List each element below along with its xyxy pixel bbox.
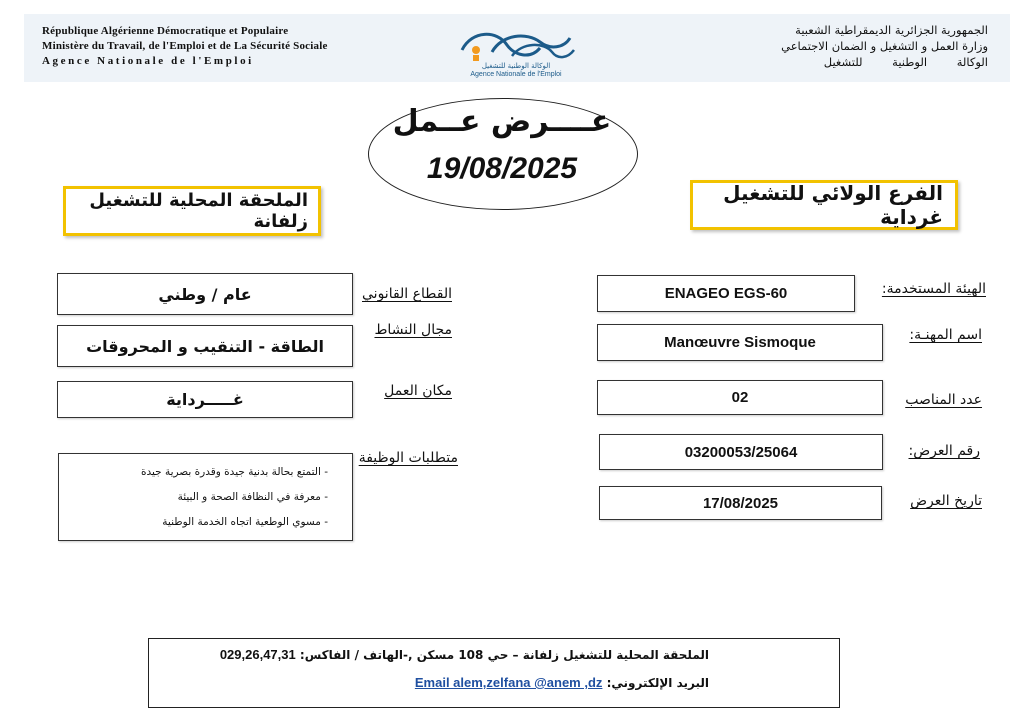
- footer-email-label: البريد الإلكتروني:: [606, 676, 709, 690]
- activity-value: الطاقة - التنقيب و المحروقات: [86, 336, 324, 356]
- local-agency-box: [63, 186, 321, 236]
- footer-address-line: [220, 647, 709, 662]
- requirements-box: [58, 453, 353, 541]
- branch-agency-box: [690, 180, 958, 230]
- requirement-item: - مسوي الوطعية اتجاه الخدمة الوطنية: [162, 516, 328, 528]
- job-label: اسم المهنـة:: [909, 327, 982, 343]
- offer-number-value-box: [599, 434, 883, 470]
- workplace-value: غـــــرداية: [166, 390, 244, 409]
- header-arabic: [588, 22, 988, 70]
- job-value: Manœuvre Sismoque: [664, 334, 816, 351]
- header-fr-ministry: Ministère du Travail, de l'Emploi et de La Sécurité Sociale: [42, 40, 328, 52]
- branch-agency-name: الفرع الولائي للتشغيل غرداية: [723, 181, 943, 229]
- activity-label: مجال النشاط: [374, 322, 452, 338]
- positions-value-box: [597, 380, 883, 415]
- offer-date-label: تاريخ العرض: [910, 493, 982, 509]
- offer-date-large: 19/08/2025: [426, 152, 578, 185]
- header-ar-agency: الوكالة الوطنية للتشغيل: [823, 55, 988, 69]
- header-fr-agency: Agence Nationale de l'Emploi: [42, 55, 254, 67]
- header-french: [42, 24, 422, 69]
- requirements-label: متطلبات الوظيفة: [358, 450, 458, 466]
- footer-address: الملحقة المحلية للتشغيل زلفانة – حي 108 مسكن ,-الهاتف / الفاكس:: [299, 648, 709, 662]
- sector-value-box: [57, 273, 353, 315]
- employer-value: ENAGEO EGS-60: [664, 285, 788, 302]
- local-agency-name: الملحقة المحلية للتشغيل زلفانة: [89, 190, 308, 232]
- offer-number-label: رقم العرض:: [908, 443, 980, 459]
- positions-value: 02: [731, 389, 749, 406]
- header-fr-republic: République Algérienne Démocratique et Populaire: [42, 25, 289, 37]
- logo-caption-ar: الوكالة الوطنية للتشغيل: [481, 62, 551, 70]
- job-value-box: [597, 324, 883, 361]
- sector-value: عام / وطني: [158, 284, 252, 304]
- footer-email-line: [415, 675, 709, 690]
- employer-label: الهيئة المستخدمة:: [881, 281, 986, 297]
- workplace-label: مكان العمل: [384, 383, 452, 399]
- requirement-item: - معرفة في النظافة الصحة و البيئة: [177, 491, 328, 503]
- sector-label: القطاع القانوني: [362, 286, 452, 302]
- header-ar-ministry: وزارة العمل و التشغيل و الضمان الاجتماعي: [781, 39, 988, 53]
- offer-number-value: 03200053/25064: [684, 443, 798, 461]
- employer-value-box: [597, 275, 855, 312]
- workplace-value-box: [57, 381, 353, 418]
- activity-value-box: [57, 325, 353, 367]
- offer-date-value-box: [599, 486, 882, 520]
- logo-caption-fr: Agence Nationale de l'Emploi: [470, 71, 562, 78]
- positions-label: عدد المناصب: [905, 392, 982, 408]
- requirement-item: - التمتع بحالة بدنية جيدة وقدرة بصرية جيدة: [140, 466, 328, 478]
- offer-title: عــــرض عــمل: [392, 104, 612, 139]
- header-ar-republic: الجمهورية الجزائرية الديمقراطية الشعبية: [795, 23, 988, 37]
- footer-phone: 029,26,47,31: [219, 647, 296, 662]
- footer-email-link[interactable]: Email alem,zelfana @anem ,dz: [414, 675, 603, 690]
- contact-footer: [148, 638, 840, 708]
- offer-date-value: 17/08/2025: [702, 494, 779, 512]
